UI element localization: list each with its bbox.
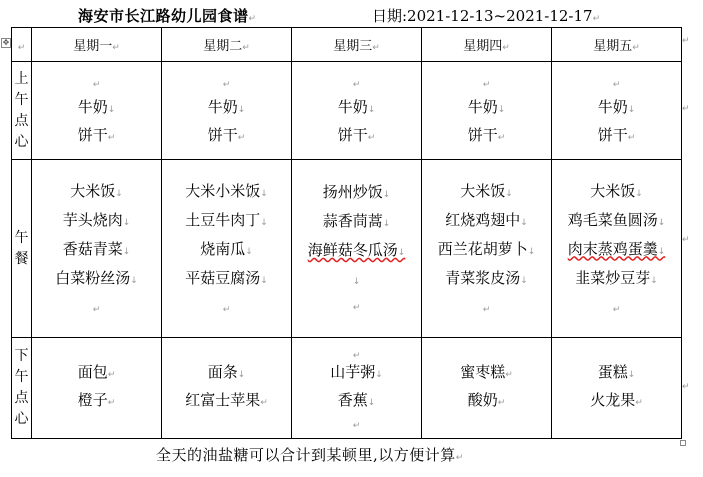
table-header-row: [12, 28, 682, 62]
menu-cell: ↵ 牛奶↓ 饼干↵: [422, 62, 552, 160]
menu-cell: 大米饭↓ 芋头烧肉↓ 香菇青菜↓ 白菜粉丝汤↓ ↵: [32, 160, 162, 338]
menu-cell: 大米饭↓ 红烧鸡翅中↓ 西兰花胡萝卜↓ 青菜浆皮汤↓ ↵: [422, 160, 552, 338]
day-header-wed: 星期三↵: [292, 28, 422, 62]
menu-cell: 大米饭↓ 鸡毛菜鱼圆汤↓ 肉末蒸鸡蛋羹↓ 韭菜炒豆芽↓ ↵: [552, 160, 682, 338]
table-move-handle-icon[interactable]: ✥: [2, 38, 10, 47]
menu-cell: 面条↓ 红富士苹果↵: [162, 338, 292, 439]
menu-cell: ↵ 牛奶↓ 饼干↵: [292, 62, 422, 160]
date-range: 日期:2021-12-13~2021-12-17↵: [372, 7, 601, 25]
menu-cell: 蜜枣糕↵ 酸奶↵: [422, 338, 552, 439]
menu-cell: ↵ 牛奶↓ 饼干↵: [32, 62, 162, 160]
menu-cell: ↵ 牛奶↓ 饼干↵: [162, 62, 292, 160]
footnote: 全天的油盐糖可以合计到某顿里,以方便计算↵: [156, 446, 464, 464]
afternoon-snack-label: 下 午 点 心: [12, 338, 32, 439]
menu-cell: 面包↵ 橙子↵: [32, 338, 162, 439]
lunch-row: [12, 160, 682, 338]
lunch-label: 午 餐: [12, 160, 32, 338]
menu-table: [11, 27, 682, 439]
menu-cell: 蛋糕↓ 火龙果↵: [552, 338, 682, 439]
day-header-mon: 星期一↵: [32, 28, 162, 62]
menu-cell: 大米小米饭↓ 土豆牛肉丁↓ 烧南瓜↓ 平菇豆腐汤↓ ↵: [162, 160, 292, 338]
menu-cell: 扬州炒饭↓ 蒜香茼蒿↓ 海鲜菇冬瓜汤↓ ↓ ↵: [292, 160, 422, 338]
menu-cell: ↵ 牛奶↓ 饼干↵: [552, 62, 682, 160]
menu-title: 海安市长江路幼儿园食谱↵: [78, 7, 257, 25]
day-header-tue: 星期二↵: [162, 28, 292, 62]
afternoon-snack-row: [12, 338, 682, 439]
day-header-thu: 星期四↵: [422, 28, 552, 62]
day-header-fri: 星期五↵: [552, 28, 682, 62]
morning-snack-row: [12, 62, 682, 160]
menu-cell: ↵ 山芋粥↓ 香蕉↓ ↵: [292, 338, 422, 439]
table-resize-handle-icon[interactable]: [680, 440, 686, 446]
morning-snack-label: 上 午 点 心: [12, 62, 32, 160]
corner-cell: ↵: [12, 28, 32, 62]
